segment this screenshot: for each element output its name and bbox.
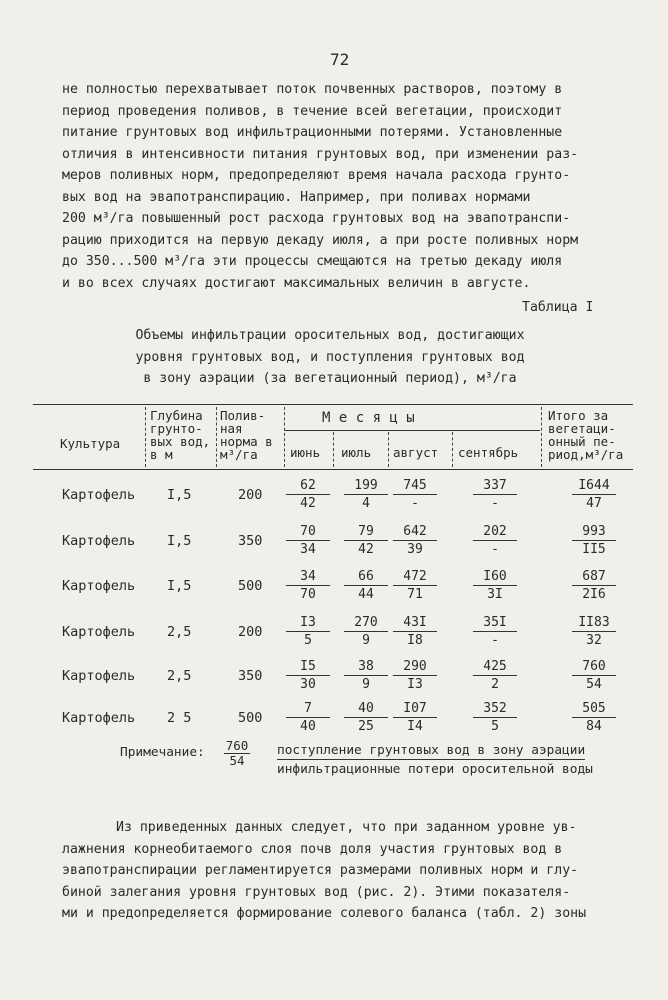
table-title-line: в зону аэрации (за вегетационный период), м³/га (143, 371, 517, 386)
column-divider (452, 432, 453, 467)
numerator: 472 (393, 569, 437, 586)
numerator: I5 (286, 659, 330, 676)
header-month-july: июль (341, 445, 372, 460)
numerator: 40 (344, 701, 388, 718)
denominator: 9 (362, 677, 370, 692)
cell-norm: 350 (238, 533, 263, 549)
cell-depth: 2,5 (167, 624, 192, 640)
header-total-line: Итого за (548, 408, 609, 423)
denominator: 39 (407, 542, 423, 557)
numerator: 34 (286, 569, 330, 586)
numerator: 66 (344, 569, 388, 586)
cell-norm: 500 (238, 578, 263, 594)
column-divider (388, 432, 389, 467)
denominator: 40 (300, 719, 316, 734)
cell-september (473, 478, 517, 511)
header-total-line: риод,м³/га (548, 447, 624, 462)
header-depth (150, 409, 210, 461)
header-norm-line: норма в (220, 434, 273, 449)
cell-june (286, 478, 330, 511)
denominator: - (491, 633, 499, 648)
note-line-2: инфильтрационные потери оросительной воды (277, 762, 593, 777)
numerator: 7 (286, 701, 330, 718)
numerator: 62 (286, 478, 330, 495)
cell-june (286, 569, 330, 602)
column-divider (216, 407, 217, 467)
denominator: 9 (362, 633, 370, 648)
column-divider (145, 407, 146, 467)
numerator: I644 (572, 478, 616, 495)
text-line: лажнения корнеобитаемого слоя почв доля участия грунтовых вод в (62, 841, 563, 857)
cell-total (572, 615, 616, 648)
denominator: I8 (407, 633, 423, 648)
cell-total (572, 478, 616, 511)
denominator: 34 (300, 542, 316, 557)
cell-culture: Картофель (62, 578, 136, 594)
numerator: 687 (572, 569, 616, 586)
header-norm-line: ная (220, 421, 243, 436)
numerator: 993 (572, 524, 616, 541)
denominator: II5 (582, 542, 606, 557)
text-line: отличия в интенсивности питания грунтовых вод, при изменении раз- (62, 146, 579, 162)
denominator: 44 (358, 587, 374, 602)
cell-depth: I,5 (167, 578, 192, 594)
header-month-june: июнь (290, 445, 321, 460)
numerator: II83 (572, 615, 616, 632)
denominator: 54 (229, 753, 245, 768)
numerator: 425 (473, 659, 517, 676)
cell-september (473, 569, 517, 602)
header-depth-line: в м (150, 447, 173, 462)
text-line: 200 м³/га повышенный рост расхода грунтовых вод на эвапотранспи- (62, 211, 571, 226)
note-label: Примечание: (120, 745, 205, 760)
text-line: период проведения поливов, в течение всей вегетации, происходит (62, 103, 563, 119)
numerator: 38 (344, 659, 388, 676)
cell-depth: 2 5 (167, 710, 192, 726)
numerator: 642 (393, 524, 437, 541)
months-rule (285, 430, 540, 431)
cell-culture: Картофель (62, 624, 136, 640)
denominator: 5 (304, 633, 312, 648)
numerator: 79 (344, 524, 388, 541)
cell-depth: 2,5 (167, 668, 192, 684)
denominator: 47 (586, 496, 602, 511)
text-line: рацию приходится на первую декаду июля, а при росте поливных норм (62, 232, 579, 248)
cell-depth: I,5 (167, 487, 192, 503)
denominator: 4 (362, 496, 370, 511)
cell-june (286, 524, 330, 557)
numerator: 70 (286, 524, 330, 541)
table-title (90, 325, 570, 390)
cell-norm: 350 (238, 668, 263, 684)
cell-norm: 500 (238, 710, 263, 726)
numerator: 202 (473, 524, 517, 541)
header-norm-line: м³/га (220, 447, 258, 462)
header-total (548, 409, 623, 461)
table-title-line: уровня грунтовых вод, и поступления грунтовых вод (135, 349, 525, 365)
numerator: 505 (572, 701, 616, 718)
denominator: 54 (586, 677, 602, 692)
note-fraction (224, 739, 250, 768)
numerator: 760 (572, 659, 616, 676)
denominator: 42 (358, 542, 374, 557)
header-total-line: вегетаци- (548, 421, 616, 436)
cell-june (286, 701, 330, 734)
header-norm (220, 409, 273, 461)
denominator: 30 (300, 677, 316, 692)
cell-august (393, 615, 437, 648)
cell-total (572, 701, 616, 734)
column-divider (541, 407, 542, 467)
cell-culture: Картофель (62, 533, 136, 549)
numerator: 745 (393, 478, 437, 495)
cell-july (344, 701, 388, 734)
cell-july (344, 659, 388, 692)
denominator: - (491, 542, 499, 557)
text-line: питание грунтовых вод инфильтрационными потерями. Установленные (62, 125, 563, 140)
text-line: биной залегания уровня грунтовых вод (рис. 2). Этими показателя- (62, 884, 571, 900)
cell-depth: I,5 (167, 533, 192, 549)
numerator: I3 (286, 615, 330, 632)
column-divider (284, 407, 285, 467)
denominator: - (491, 496, 499, 511)
numerator: 760 (225, 738, 249, 753)
cell-september (473, 524, 517, 557)
header-month-september: сентябрь (458, 445, 519, 460)
cell-september (473, 701, 517, 734)
text-line: до 350...500 м³/га эти процессы смещаются на третью декаду июля (62, 254, 563, 269)
denominator: 70 (300, 587, 316, 602)
table-title-line: Объемы инфильтрации оросительных вод, достигающих (135, 328, 525, 343)
numerator: I07 (393, 701, 437, 718)
header-culture: Культура (60, 436, 121, 451)
cell-total (572, 569, 616, 602)
numerator: 352 (473, 701, 517, 718)
denominator: 84 (586, 719, 602, 734)
cell-july (344, 478, 388, 511)
denominator: 2 (491, 677, 499, 692)
cell-culture: Картофель (62, 668, 136, 684)
cell-august (393, 659, 437, 692)
paragraph-2 (62, 817, 586, 925)
denominator: - (411, 496, 419, 511)
numerator: 337 (473, 478, 517, 495)
cell-august (393, 478, 437, 511)
cell-june (286, 659, 330, 692)
header-total-line: онный пе- (548, 434, 616, 449)
text-line: и во всех случаях достигают максимальных величин в августе. (62, 275, 531, 291)
text-line: меров поливных норм, предопределяют время начала расхода грунто- (62, 168, 571, 183)
numerator: 43I (393, 615, 437, 632)
numerator: 35I (473, 615, 517, 632)
page-number: 72 (330, 50, 350, 69)
denominator: 2I6 (582, 587, 606, 602)
column-divider (333, 432, 334, 467)
paragraph-1 (62, 79, 578, 294)
text-line: ми и предопределяется формирование солевого баланса (табл. 2) зоны (62, 906, 587, 921)
cell-august (393, 524, 437, 557)
cell-total (572, 524, 616, 557)
denominator: I4 (407, 719, 423, 734)
cell-september (473, 615, 517, 648)
text-line: не полностью перехватывает поток почвенных растворов, поэтому в (62, 82, 563, 97)
note-line-1: поступление грунтовых вод в зону аэрации (277, 743, 586, 758)
header-month-august: август (393, 445, 439, 460)
numerator: 270 (344, 615, 388, 632)
header-depth-line: грунто- (150, 421, 203, 436)
cell-august (393, 569, 437, 602)
table-header-rule (33, 469, 633, 470)
cell-september (473, 659, 517, 692)
text-line: эвапотранспирации регламентируется размерами поливных норм и глу- (62, 863, 579, 878)
numerator: I60 (473, 569, 517, 586)
denominator: 3I (487, 587, 503, 602)
cell-norm: 200 (238, 624, 263, 640)
cell-august (393, 701, 437, 734)
text-line: вых вод на эвапотранспирацию. Например, при поливах нормами (62, 189, 531, 205)
header-norm-line: Полив- (220, 408, 266, 423)
cell-july (344, 569, 388, 602)
denominator: 42 (300, 496, 316, 511)
header-months-group: М е с я ц ы (322, 410, 415, 426)
denominator: 71 (407, 587, 423, 602)
header-depth-line: вых вод, (150, 434, 211, 449)
denominator: I3 (407, 677, 423, 692)
table-top-rule (33, 404, 633, 405)
header-depth-line: Глубина (150, 408, 203, 423)
cell-culture: Картофель (62, 487, 136, 503)
cell-july (344, 615, 388, 648)
numerator: 290 (393, 659, 437, 676)
table-label: Таблица I (522, 300, 594, 315)
cell-norm: 200 (238, 487, 263, 503)
numerator: 199 (344, 478, 388, 495)
denominator: 5 (491, 719, 499, 734)
cell-june (286, 615, 330, 648)
cell-july (344, 524, 388, 557)
denominator: 32 (586, 633, 602, 648)
cell-culture: Картофель (62, 710, 136, 726)
cell-total (572, 659, 616, 692)
denominator: 25 (358, 719, 374, 734)
text-line: Из приведенных данных следует, что при заданном уровне ув- (116, 820, 577, 835)
